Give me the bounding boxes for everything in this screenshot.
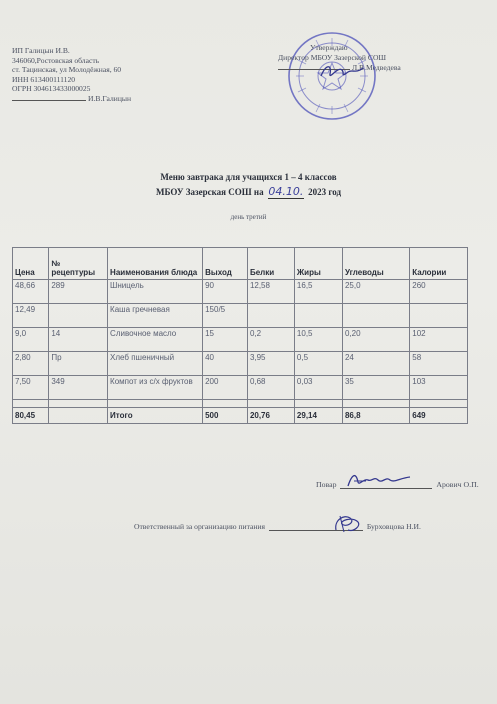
cell-output: 15 <box>203 328 248 352</box>
cell-output: 150/5 <box>203 304 248 328</box>
director-signature-icon <box>318 60 366 82</box>
table-row <box>13 376 468 400</box>
cook-signature-icon <box>344 468 414 490</box>
total-output: 500 <box>203 408 248 424</box>
org-signature-line <box>12 94 131 104</box>
cell-dish: Хлеб пшеничный <box>108 352 203 376</box>
cell-calories: 103 <box>410 376 468 400</box>
cell-calories: 58 <box>410 352 468 376</box>
empty-cell <box>247 400 294 408</box>
cell-protein: 12,58 <box>247 280 294 304</box>
cell-recipe: Пр <box>49 352 108 376</box>
table-total-row <box>13 408 468 424</box>
org-ogrn: ОГРН 304613433000025 <box>12 84 91 94</box>
table-row-empty <box>13 400 468 408</box>
org-street: ст. Тацинская, ул Молодёжная, 60 <box>12 65 122 75</box>
responsible-signature-icon <box>330 510 364 536</box>
empty-cell <box>342 400 409 408</box>
cell-output: 90 <box>203 280 248 304</box>
handwritten-date: 04.10. <box>268 185 304 198</box>
cell-fat: 0,03 <box>294 376 342 400</box>
year: 2023 год <box>308 187 341 197</box>
cell-carbs: 0,20 <box>342 328 409 352</box>
total-price: 80,45 <box>13 408 49 424</box>
responsible-name: Бурховцова Н.И. <box>366 522 421 531</box>
cell-price: 2,80 <box>13 352 49 376</box>
cell-fat: 10,5 <box>294 328 342 352</box>
responsible-label: Ответственный за организацию питания <box>134 522 265 531</box>
header-protein: Белки <box>247 248 294 280</box>
cell-calories <box>410 304 468 328</box>
empty-cell <box>49 400 108 408</box>
cell-protein: 0,68 <box>247 376 294 400</box>
cell-dish: Каша гречневая <box>108 304 203 328</box>
total-fat: 29,14 <box>294 408 342 424</box>
table-header-row <box>13 248 468 280</box>
cell-protein: 3,95 <box>247 352 294 376</box>
empty-cell <box>13 400 49 408</box>
menu-day: день третий <box>230 213 267 221</box>
cell-protein: 0,2 <box>247 328 294 352</box>
total-carbs: 86,8 <box>342 408 409 424</box>
cell-calories: 260 <box>410 280 468 304</box>
cell-dish: Сливочное масло <box>108 328 203 352</box>
header-output: Выход <box>203 248 248 280</box>
total-empty <box>49 408 108 424</box>
org-sign-name: И.В.Галицын <box>88 93 132 103</box>
header-carbs: Углеводы <box>342 248 409 280</box>
cell-calories: 102 <box>410 328 468 352</box>
table-row <box>13 280 468 304</box>
empty-cell <box>203 400 248 408</box>
director-name: Л.В.Медведева <box>352 63 401 72</box>
header-calories: Калории <box>410 248 468 280</box>
menu-subtitle <box>0 185 497 199</box>
table-row <box>13 328 468 352</box>
cell-recipe: 349 <box>49 376 108 400</box>
header-fat: Жиры <box>294 248 342 280</box>
cell-price: 12,49 <box>13 304 49 328</box>
cell-fat: 16,5 <box>294 280 342 304</box>
header-dish: Наименования блюда <box>108 248 203 280</box>
cook-label: Повар <box>316 480 337 489</box>
menu-table <box>12 247 468 424</box>
cell-carbs: 25,0 <box>342 280 409 304</box>
empty-cell <box>294 400 342 408</box>
header-price: Цена <box>13 248 49 280</box>
empty-cell <box>108 400 203 408</box>
cell-output: 200 <box>203 376 248 400</box>
cell-dish: Шницель <box>108 280 203 304</box>
cell-price: 7,50 <box>13 376 49 400</box>
cook-name: Арович О.П. <box>436 480 479 489</box>
school-name: МБОУ Зазерская СОШ на <box>156 187 264 197</box>
cell-price: 48,66 <box>13 280 49 304</box>
cell-carbs: 35 <box>342 376 409 400</box>
cell-carbs: 24 <box>342 352 409 376</box>
cell-recipe: 289 <box>49 280 108 304</box>
cell-recipe: 14 <box>49 328 108 352</box>
total-label: Итого <box>108 408 203 424</box>
total-calories: 649 <box>410 408 468 424</box>
responsible-signature-block <box>134 521 421 531</box>
cell-fat: 0,5 <box>294 352 342 376</box>
empty-cell <box>410 400 468 408</box>
cell-output: 40 <box>203 352 248 376</box>
cell-dish: Компот из с/х фруктов <box>108 376 203 400</box>
approve-label: Утверждаю <box>310 43 348 52</box>
cell-fat <box>294 304 342 328</box>
cell-recipe <box>49 304 108 328</box>
org-address: 346060,Ростовская область <box>12 55 100 65</box>
org-inn: ИНН 613400111120 <box>12 74 76 84</box>
header-recipe: № рецептуры <box>49 248 108 280</box>
director-position: Директор МБОУ Зазерской СОШ <box>278 53 387 62</box>
cell-protein <box>247 304 294 328</box>
table-row <box>13 304 468 328</box>
org-name: ИП Галицын И.В. <box>12 46 70 55</box>
cell-carbs <box>342 304 409 328</box>
total-protein: 20,76 <box>247 408 294 424</box>
table-row <box>13 352 468 376</box>
organization-details <box>12 46 131 104</box>
menu-title: Меню завтрака для учащихся 1 – 4 классов <box>160 172 337 182</box>
cell-price: 9,0 <box>13 328 49 352</box>
